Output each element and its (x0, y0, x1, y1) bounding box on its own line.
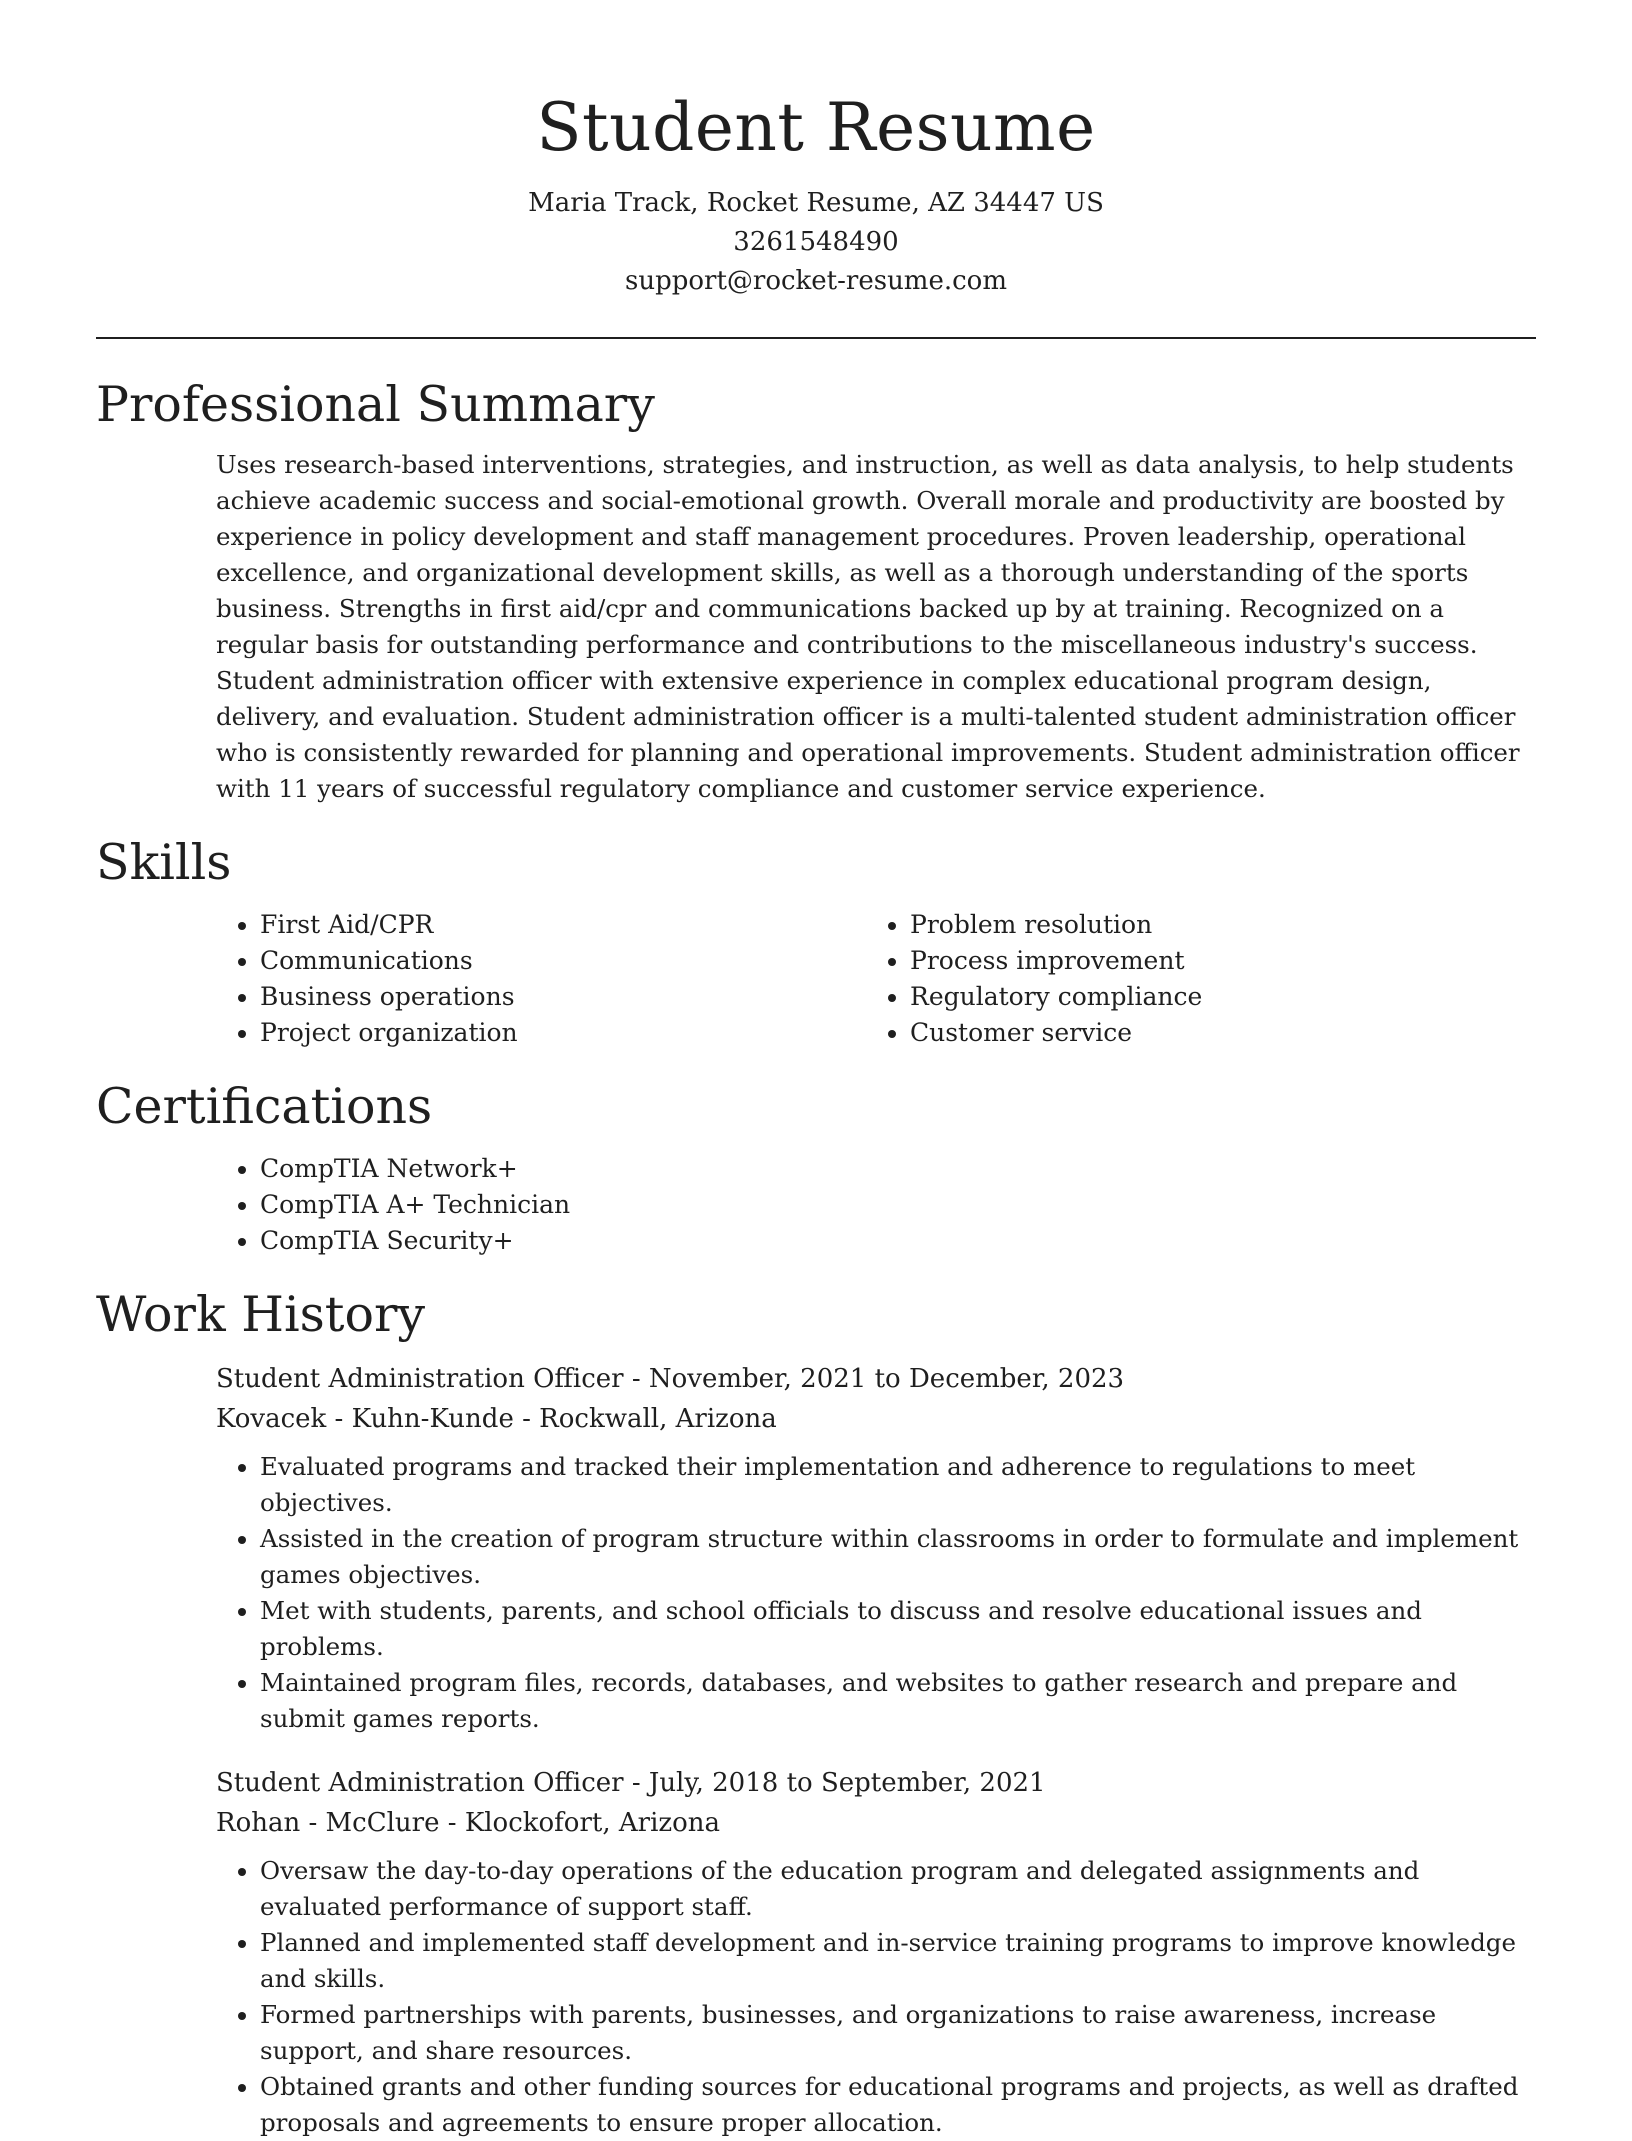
skill-item: • Project organization (260, 1015, 866, 1051)
job-entry (216, 1763, 1536, 2141)
resume-header (96, 0, 1536, 301)
work-history-heading: Work History (96, 1286, 426, 1343)
job-dates: - July, 2018 to September, 2021 (623, 1768, 1046, 1798)
job-bullets (216, 1449, 1536, 1737)
job-company-line (216, 1803, 1536, 1843)
skills-section (96, 833, 1536, 1051)
job-location: - Klockofort, Arizona (439, 1808, 720, 1838)
certifications-section (96, 1077, 1536, 1259)
job-bullet: • Evaluated programs and tracked their implementation and adherence to regulations to meet objectives. (260, 1449, 1536, 1521)
summary-section (96, 375, 1536, 807)
job-title-line (216, 1359, 1536, 1399)
certifications-list (216, 1151, 1536, 1259)
skills-grid (216, 907, 1536, 1051)
skill-item: • Business operations (260, 979, 866, 1015)
certification-item: • CompTIA Network+ (260, 1151, 1536, 1187)
job-dates: - November, 2021 to December, 2023 (623, 1364, 1125, 1394)
certification-item: • CompTIA A+ Technician (260, 1187, 1536, 1223)
skill-item: • Communications (260, 943, 866, 979)
certification-item: • CompTIA Security+ (260, 1223, 1536, 1259)
skills-column-left (216, 907, 866, 1051)
skills-list-right (866, 907, 1516, 1051)
contact-block (96, 184, 1536, 301)
job-bullet: • Assisted in the creation of program structure within classrooms in order to formulate and implement games objectives. (260, 1521, 1536, 1593)
contact-phone: 3261548490 (733, 227, 899, 257)
certifications-heading: Certifications (96, 1078, 433, 1135)
skills-list-left (216, 907, 866, 1051)
job-location: - Rockwall, Arizona (513, 1404, 777, 1434)
certifications-body (216, 1151, 1536, 1259)
job-company: Kovacek - Kuhn-Kunde (216, 1404, 514, 1434)
skills-heading: Skills (96, 834, 232, 891)
job-entry (216, 1359, 1536, 1737)
skill-item: • Problem resolution (910, 907, 1516, 943)
job-bullet: • Met with students, parents, and school officials to discuss and resolve educational issues and problems. (260, 1593, 1536, 1665)
summary-text: Uses research-based interventions, strategies, and instruction, as well as data analysis, to help students achieve academic success and social-emotional growth. Overall morale and productivity are boosted by experience in policy development and staff management procedures. Proven leadership, operational excellence, and organizational development skills, as well as a thorough understanding of the sports business. Strengths in first aid/cpr and communications backed up by at training. Recognized on a regular basis for outstanding performance and contributions to the miscellaneous industry's success. Student administration officer with extensive experience in complex educational program design, delivery, and evaluation. Student administration officer is a multi-talented student administration officer who is consistently rewarded for planning and operational improvements. Student administration officer with 11 years of successful regulatory compliance and customer service experience. (216, 450, 1520, 803)
contact-address: Maria Track, Rocket Resume, AZ 34447 US (528, 188, 1104, 218)
job-position: Student Administration Officer (216, 1768, 624, 1798)
contact-email: support@rocket-resume.com (624, 266, 1007, 296)
job-position: Student Administration Officer (216, 1364, 624, 1394)
header-divider (96, 337, 1536, 339)
skill-item: • Regulatory compliance (910, 979, 1516, 1015)
job-bullet: • Oversaw the day-to-day operations of the education program and delegated assignments and evaluated performance of support staff. (260, 1853, 1536, 1925)
job-company: Rohan - McClure (216, 1808, 440, 1838)
resume-title: Student Resume (536, 89, 1096, 166)
skill-item: • Customer service (910, 1015, 1516, 1051)
skills-column-right (866, 907, 1516, 1051)
job-company-line (216, 1399, 1536, 1439)
resume-page (96, 0, 1536, 2141)
job-bullets (216, 1853, 1536, 2141)
job-title-line (216, 1763, 1536, 1803)
job-bullet: • Formed partnerships with parents, businesses, and organizations to raise awareness, increase support, and share resources. (260, 1997, 1536, 2069)
summary-heading: Professional Summary (96, 376, 655, 433)
skill-item: • First Aid/CPR (260, 907, 866, 943)
job-bullet: • Planned and implemented staff development and in-service training programs to improve knowledge and skills. (260, 1925, 1536, 1997)
job-bullet: • Obtained grants and other funding sources for educational programs and projects, as well as drafted proposals and agreements to ensure proper allocation. (260, 2069, 1536, 2141)
job-bullet: • Maintained program files, records, databases, and websites to gather research and prepare and submit games reports. (260, 1665, 1536, 1737)
skill-item: • Process improvement (910, 943, 1516, 979)
work-history-section (96, 1285, 1536, 2141)
